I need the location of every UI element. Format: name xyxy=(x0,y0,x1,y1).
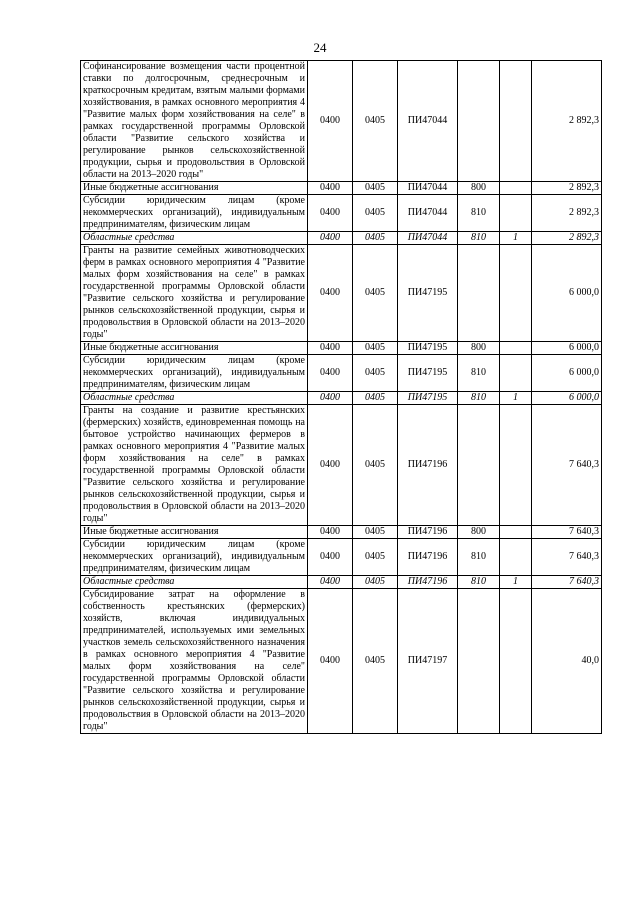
row-name-cell: Иные бюджетные ассигнования xyxy=(81,342,308,355)
target-article-code-cell: ПИ47044 xyxy=(398,232,458,245)
amount-cell: 6 000,0 xyxy=(532,392,602,405)
table-row xyxy=(81,232,602,245)
row-name-cell: Субсидирование затрат на оформление в собственность крестьянских (фермерских) хозяйств, включая индивидуальных предпринимателей, используемых ими земельных участков земель сельскохозяйственного назначения в рамках основного мероприятия 4 "Развитие малых форм хозяйствования на селе" государственной программы Орловской области "Развитие сельского хозяйства и регулирование рынков сельскохозяйственной продукции, сырья и продовольствия в Орловской области на 2013–2020 годы" xyxy=(81,589,308,734)
row-name-cell: Софинансирование возмещения части процентной ставки по долгосрочным, среднесрочным и краткосрочным кредитам, взятым малыми формами хозяйствования, в рамках основного мероприятия 4 "Развитие малых форм хозяйствования на селе" в рамках государственной программы Орловской области "Развитие сельского хозяйства и регулирование рынков сельскохозяйственной продукции, сырья и продовольствия в Орловской области на 2013–2020 годы" xyxy=(81,61,308,182)
amount-cell: 7 640,3 xyxy=(532,539,602,576)
source-code-cell xyxy=(500,539,532,576)
target-article-code-cell: ПИ47044 xyxy=(398,195,458,232)
subsection-code-cell: 0405 xyxy=(353,539,398,576)
table-row xyxy=(81,245,602,342)
target-article-code-cell: ПИ47195 xyxy=(398,355,458,392)
target-article-code-cell: ПИ47196 xyxy=(398,526,458,539)
expense-type-code-cell: 810 xyxy=(458,539,500,576)
source-code-cell xyxy=(500,61,532,182)
target-article-code-cell: ПИ47195 xyxy=(398,342,458,355)
source-code-cell: 1 xyxy=(500,392,532,405)
row-name-cell: Гранты на развитие семейных животноводческих ферм в рамках основного мероприятия 4 "Развитие малых форм хозяйствования на селе" в рамках государственной программы Орловской области "Развитие сельского хозяйства и регулирование рынков сельскохозяйственной продукции, сырья и продовольствия в Орловской области на 2013–2020 годы" xyxy=(81,245,308,342)
budget-table xyxy=(80,60,602,734)
target-article-code-cell: ПИ47196 xyxy=(398,405,458,526)
target-article-code-cell: ПИ47044 xyxy=(398,61,458,182)
source-code-cell xyxy=(500,182,532,195)
row-name-cell: Субсидии юридическим лицам (кроме некоммерческих организаций), индивидуальным предпринимателям, физическим лицам xyxy=(81,355,308,392)
expense-type-code-cell: 800 xyxy=(458,526,500,539)
subsection-code-cell: 0405 xyxy=(353,195,398,232)
subsection-code-cell: 0405 xyxy=(353,61,398,182)
target-article-code-cell: ПИ47196 xyxy=(398,539,458,576)
amount-cell: 2 892,3 xyxy=(532,232,602,245)
row-name-cell: Областные средства xyxy=(81,232,308,245)
section-code-cell: 0400 xyxy=(308,576,353,589)
expense-type-code-cell xyxy=(458,405,500,526)
expense-type-code-cell: 800 xyxy=(458,182,500,195)
expense-type-code-cell: 810 xyxy=(458,195,500,232)
source-code-cell: 1 xyxy=(500,232,532,245)
source-code-cell xyxy=(500,589,532,734)
source-code-cell: 1 xyxy=(500,576,532,589)
expense-type-code-cell: 810 xyxy=(458,232,500,245)
section-code-cell: 0400 xyxy=(308,355,353,392)
section-code-cell: 0400 xyxy=(308,405,353,526)
section-code-cell: 0400 xyxy=(308,182,353,195)
subsection-code-cell: 0405 xyxy=(353,355,398,392)
amount-cell: 2 892,3 xyxy=(532,61,602,182)
expense-type-code-cell: 810 xyxy=(458,576,500,589)
amount-cell: 7 640,3 xyxy=(532,405,602,526)
target-article-code-cell: ПИ47197 xyxy=(398,589,458,734)
table-row xyxy=(81,589,602,734)
section-code-cell: 0400 xyxy=(308,232,353,245)
row-name-cell: Областные средства xyxy=(81,576,308,589)
subsection-code-cell: 0405 xyxy=(353,589,398,734)
expense-type-code-cell xyxy=(458,61,500,182)
subsection-code-cell: 0405 xyxy=(353,526,398,539)
amount-cell: 7 640,3 xyxy=(532,526,602,539)
subsection-code-cell: 0405 xyxy=(353,405,398,526)
table-row xyxy=(81,182,602,195)
row-name-cell: Областные средства xyxy=(81,392,308,405)
table-row xyxy=(81,576,602,589)
amount-cell: 7 640,3 xyxy=(532,576,602,589)
amount-cell: 40,0 xyxy=(532,589,602,734)
section-code-cell: 0400 xyxy=(308,195,353,232)
section-code-cell: 0400 xyxy=(308,539,353,576)
table-row xyxy=(81,526,602,539)
table-row xyxy=(81,195,602,232)
expense-type-code-cell: 810 xyxy=(458,355,500,392)
row-name-cell: Иные бюджетные ассигнования xyxy=(81,526,308,539)
section-code-cell: 0400 xyxy=(308,342,353,355)
amount-cell: 6 000,0 xyxy=(532,245,602,342)
subsection-code-cell: 0405 xyxy=(353,182,398,195)
expense-type-code-cell xyxy=(458,245,500,342)
source-code-cell xyxy=(500,355,532,392)
row-name-cell: Гранты на создание и развитие крестьянских (фермерских) хозяйств, единовременная помощь на бытовое устройство начинающих фермеров в рамках основного мероприятия 4 "Развитие малых форм хозяйствования на селе" в рамках государственной программы Орловской области "Развитие сельского хозяйства и регулирование рынков сельскохозяйственной продукции, сырья и продовольствия в Орловской области на 2013–2020 годы" xyxy=(81,405,308,526)
source-code-cell xyxy=(500,526,532,539)
section-code-cell: 0400 xyxy=(308,589,353,734)
table-row xyxy=(81,342,602,355)
subsection-code-cell: 0405 xyxy=(353,342,398,355)
expense-type-code-cell: 810 xyxy=(458,392,500,405)
section-code-cell: 0400 xyxy=(308,526,353,539)
subsection-code-cell: 0405 xyxy=(353,245,398,342)
source-code-cell xyxy=(500,342,532,355)
expense-type-code-cell xyxy=(458,589,500,734)
subsection-code-cell: 0405 xyxy=(353,392,398,405)
section-code-cell: 0400 xyxy=(308,245,353,342)
row-name-cell: Субсидии юридическим лицам (кроме некоммерческих организаций), индивидуальным предпринимателям, физическим лицам xyxy=(81,195,308,232)
subsection-code-cell: 0405 xyxy=(353,232,398,245)
source-code-cell xyxy=(500,195,532,232)
amount-cell: 6 000,0 xyxy=(532,355,602,392)
target-article-code-cell: ПИ47044 xyxy=(398,182,458,195)
table-row xyxy=(81,355,602,392)
amount-cell: 2 892,3 xyxy=(532,195,602,232)
source-code-cell xyxy=(500,245,532,342)
expense-type-code-cell: 800 xyxy=(458,342,500,355)
source-code-cell xyxy=(500,405,532,526)
target-article-code-cell: ПИ47195 xyxy=(398,245,458,342)
amount-cell: 6 000,0 xyxy=(532,342,602,355)
target-article-code-cell: ПИ47195 xyxy=(398,392,458,405)
table-row xyxy=(81,392,602,405)
row-name-cell: Субсидии юридическим лицам (кроме некоммерческих организаций), индивидуальным предпринимателям, физическим лицам xyxy=(81,539,308,576)
table-row xyxy=(81,61,602,182)
section-code-cell: 0400 xyxy=(308,61,353,182)
target-article-code-cell: ПИ47196 xyxy=(398,576,458,589)
row-name-cell: Иные бюджетные ассигнования xyxy=(81,182,308,195)
section-code-cell: 0400 xyxy=(308,392,353,405)
table-row xyxy=(81,405,602,526)
subsection-code-cell: 0405 xyxy=(353,576,398,589)
table-row xyxy=(81,539,602,576)
amount-cell: 2 892,3 xyxy=(532,182,602,195)
page-number: 24 xyxy=(313,40,327,55)
budget-table-body xyxy=(81,61,602,734)
